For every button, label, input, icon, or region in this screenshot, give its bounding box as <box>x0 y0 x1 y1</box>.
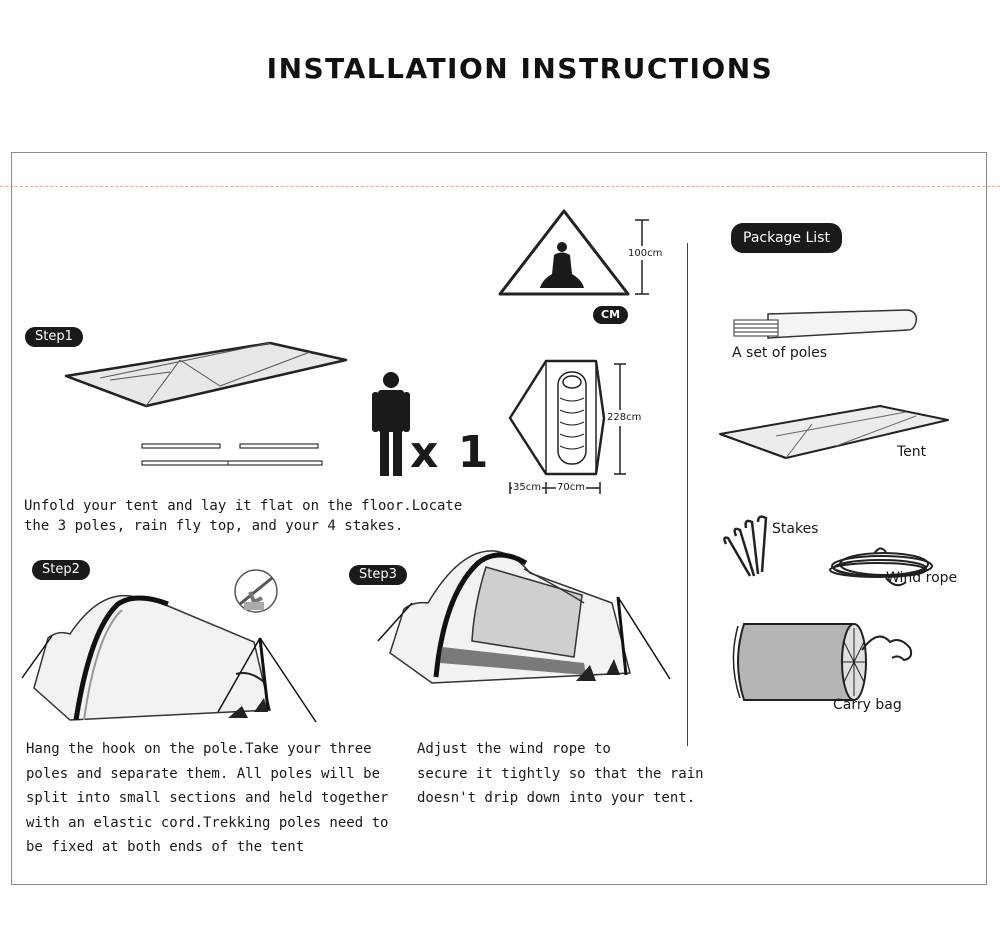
step1-badge: Step1 <box>25 327 83 347</box>
step1-description <box>24 496 462 536</box>
step3-line: doesn't drip down into your tent. <box>417 790 696 806</box>
step1-line: Unfold your tent and lay it flat on the floor.Locate <box>24 498 463 514</box>
step2-line: Hang the hook on the pole.Take your three <box>26 741 372 757</box>
page-title: INSTALLATION INSTRUCTIONS <box>266 52 774 85</box>
package-item-wind-rope: Wind rope <box>886 570 958 586</box>
height-dimension: 100cm <box>628 248 663 259</box>
step2-line: with an elastic cord.Trekking poles need to <box>26 814 389 831</box>
person-icon <box>370 370 415 480</box>
step2-badge: Step2 <box>32 560 90 580</box>
unit-badge: CM <box>593 306 628 324</box>
package-item-poles: A set of poles <box>732 345 828 361</box>
package-item-tent: Tent <box>897 444 927 460</box>
package-list-badge: Package List <box>731 223 842 253</box>
step3-description <box>417 737 704 811</box>
step2-description <box>26 737 388 860</box>
length-dimension: 228cm <box>607 412 642 423</box>
package-item-stakes: Stakes <box>772 521 819 537</box>
step3-line: secure it tightly so that the rain <box>417 765 704 782</box>
step3-badge: Step3 <box>349 565 407 585</box>
dashed-divider <box>0 186 1000 187</box>
step3-line: Adjust the wind rope to <box>417 741 611 757</box>
package-item-carry-bag: Carry bag <box>833 697 902 713</box>
end-width-dimension: 35cm <box>513 482 541 493</box>
middle-width-dimension: 70cm <box>557 482 585 493</box>
tent-floor-diagram <box>506 358 636 498</box>
poles-bundle-icon <box>732 306 922 346</box>
poles-illustration <box>138 442 328 470</box>
step2-line: split into small sections and held together <box>26 790 389 806</box>
step1-line: the 3 poles, rain fly top, and your 4 stakes. <box>24 518 404 534</box>
stakes-icon <box>720 514 770 580</box>
step2-line: poles and separate them. All poles will be <box>26 765 381 782</box>
package-divider <box>687 243 688 746</box>
capacity-count: x 1 <box>410 427 491 478</box>
carry-bag-icon <box>728 618 918 708</box>
step3-tent-illustration <box>374 545 674 695</box>
step2-tent-illustration <box>18 590 318 730</box>
step2-line: be fixed at both ends of the tent <box>26 839 305 855</box>
